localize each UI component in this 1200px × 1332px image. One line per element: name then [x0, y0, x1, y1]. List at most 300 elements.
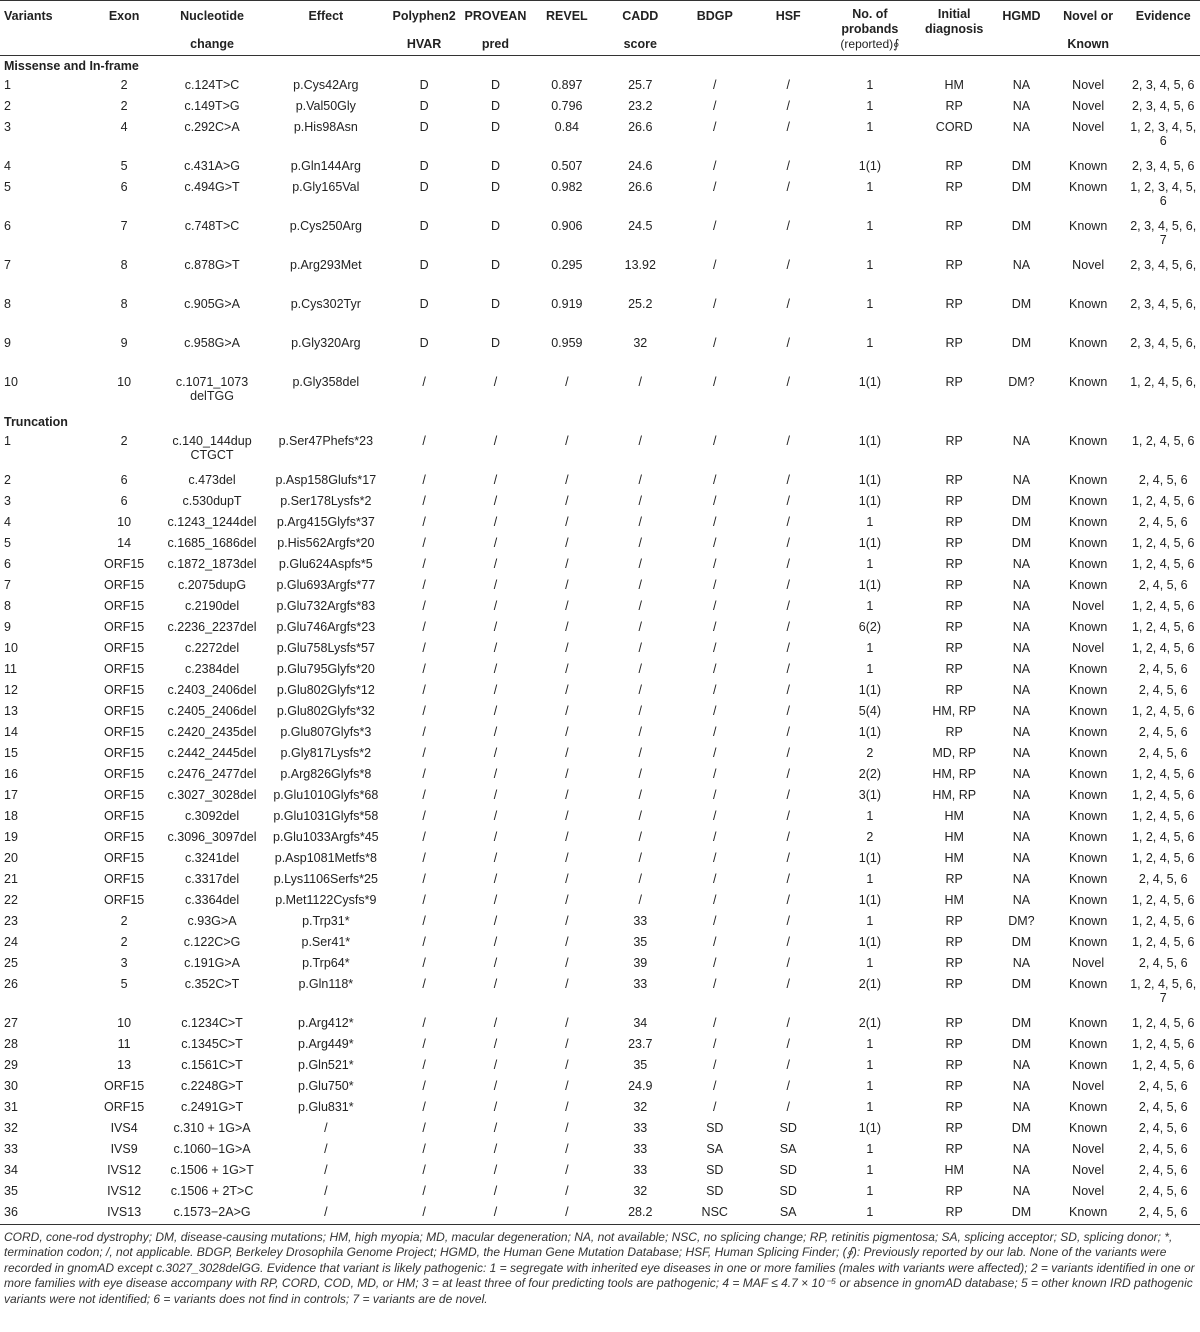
cell-evidence: 1, 2, 4, 5, 6: [1131, 1016, 1195, 1030]
cell-effect: p.Glu624Aspfs*5: [278, 557, 373, 571]
cell-hgmd: NA: [1012, 767, 1031, 781]
cell-polyphen2: /: [422, 725, 426, 739]
cell-provean: /: [493, 1163, 498, 1177]
cell-cadd: /: [638, 830, 643, 844]
cell-provean: /: [493, 809, 498, 823]
cell-polyphen2: /: [422, 935, 426, 949]
cell-cadd: 34: [633, 1016, 648, 1030]
cell-effect: p.Gly165Val: [292, 180, 360, 194]
cell-variant-number: 29: [4, 1058, 18, 1072]
cell-nucleotide-change: c.3027_3028del: [167, 788, 257, 802]
cell-novel-known: Known: [1069, 830, 1108, 844]
cell-bdgp: /: [713, 746, 717, 760]
cell-polyphen2: /: [422, 578, 426, 592]
cell-initial-diagnosis: MD, RP: [932, 746, 977, 760]
cell-polyphen2: /: [422, 375, 426, 389]
cell-revel: /: [565, 956, 569, 970]
cell-bdgp: /: [713, 1016, 717, 1030]
cell-evidence: 1, 2, 4, 5, 6: [1131, 641, 1195, 655]
cell-bdgp: /: [713, 767, 717, 781]
cell-bdgp: /: [713, 956, 717, 970]
cell-hsf: /: [786, 159, 790, 173]
cell-hsf: /: [786, 1037, 790, 1051]
cell-novel-known: Known: [1069, 180, 1108, 194]
cell-exon: ORF15: [103, 1100, 145, 1114]
cell-provean: D: [490, 159, 500, 173]
cell-effect: p.Glu831*: [298, 1100, 354, 1114]
cell-bdgp: /: [713, 557, 717, 571]
cell-effect: p.Glu807Glyfs*3: [280, 725, 372, 739]
cell-polyphen2: D: [419, 99, 429, 113]
cell-evidence: 2, 4, 5, 6: [1138, 1205, 1188, 1219]
cell-provean: /: [493, 977, 498, 991]
cell-variant-number: 21: [4, 872, 18, 886]
cell-bdgp: /: [713, 662, 717, 676]
cell-hsf: /: [786, 767, 790, 781]
cell-bdgp: /: [713, 872, 717, 886]
cell-novel-known: Known: [1069, 1058, 1108, 1072]
cell-hsf: /: [786, 599, 790, 613]
table-row: [0, 1161, 1200, 1182]
cell-hgmd: NA: [1012, 1079, 1031, 1093]
cell-revel: /: [565, 1100, 569, 1114]
cell-bdgp: /: [713, 683, 717, 697]
cell-evidence: 1, 2, 4, 5, 6, 7: [1130, 977, 1197, 1005]
cell-evidence: 2, 4, 5, 6: [1138, 578, 1188, 592]
cell-hgmd: DM: [1011, 1205, 1032, 1219]
cell-variant-number: 30: [4, 1079, 18, 1093]
cell-exon: ORF15: [103, 767, 145, 781]
cell-polyphen2: /: [422, 557, 426, 571]
cell-effect: p.Arg449*: [298, 1037, 354, 1051]
cell-effect: p.Glu802Glyfs*32: [276, 704, 375, 718]
cell-provean: /: [493, 746, 498, 760]
cell-provean: /: [493, 1037, 498, 1051]
cell-revel: /: [565, 620, 569, 634]
cell-cadd: /: [638, 599, 643, 613]
cell-novel-known: Known: [1069, 494, 1108, 508]
cell-cadd: /: [638, 375, 643, 389]
cell-effect: p.Glu1010Glyfs*68: [273, 788, 379, 802]
section-header: [0, 412, 1200, 432]
cell-nucleotide-change: c.2248G>T: [180, 1079, 244, 1093]
cell-cadd: /: [638, 725, 643, 739]
cell-effect: p.Glu746Argfs*23: [276, 620, 376, 634]
cell-bdgp: /: [713, 788, 717, 802]
cell-cadd: /: [638, 788, 643, 802]
cell-initial-diagnosis: RP: [945, 180, 963, 194]
cell-initial-diagnosis: HM: [944, 78, 964, 92]
cell-cadd: 32: [633, 1100, 648, 1114]
cell-probands: 1: [866, 1205, 874, 1219]
cell-probands: 1(1): [858, 683, 882, 697]
cell-bdgp: /: [713, 851, 717, 865]
cell-initial-diagnosis: RP: [945, 515, 963, 529]
cell-variant-number: 7: [4, 258, 11, 272]
cell-evidence: 1, 2, 4, 5, 6: [1131, 599, 1195, 613]
cell-probands: 1: [866, 872, 874, 886]
cell-nucleotide-change: c.878G>T: [184, 258, 240, 272]
table-row: [0, 975, 1200, 1014]
cell-exon: 11: [117, 1037, 131, 1051]
cell-bdgp: /: [713, 159, 717, 173]
col-effect: Effect: [308, 9, 344, 23]
cell-probands: 1: [866, 809, 874, 823]
cell-effect: /: [324, 1142, 328, 1156]
cell-polyphen2: /: [422, 851, 426, 865]
cell-novel-known: Novel: [1072, 599, 1105, 613]
cell-revel: /: [565, 725, 569, 739]
cell-evidence: 2, 3, 4, 5, 6: [1131, 159, 1195, 173]
cell-probands: 1: [866, 1142, 874, 1156]
cell-nucleotide-change: c.2405_2406del: [167, 704, 257, 718]
cell-variant-number: 10: [4, 375, 18, 389]
cell-probands: 2: [866, 830, 874, 844]
cell-cadd: /: [638, 704, 643, 718]
cell-evidence: 2, 4, 5, 6: [1138, 473, 1188, 487]
cell-hgmd: DM: [1011, 977, 1032, 991]
cell-provean: D: [490, 99, 500, 113]
cell-probands: 2(1): [858, 1016, 882, 1030]
cell-bdgp: /: [713, 830, 717, 844]
cell-revel: 0.919: [551, 297, 583, 311]
cell-hgmd: NA: [1012, 851, 1031, 865]
cell-hsf: /: [786, 1058, 790, 1072]
cell-probands: 1(1): [858, 375, 882, 389]
cell-variant-number: 4: [4, 159, 11, 173]
cell-hgmd: DM: [1011, 219, 1032, 233]
cell-revel: /: [565, 851, 569, 865]
cell-hgmd: NA: [1012, 1100, 1031, 1114]
cell-effect: /: [324, 1163, 328, 1177]
cell-exon: ORF15: [103, 809, 145, 823]
cell-novel-known: Novel: [1072, 1163, 1105, 1177]
cell-initial-diagnosis: HM: [944, 809, 964, 823]
cell-evidence: 2, 4, 5, 6: [1138, 956, 1188, 970]
cell-initial-diagnosis: HM, RP: [932, 704, 977, 718]
col-initial-diagnosis: Initial diagnosis: [925, 7, 984, 36]
cell-effect: p.Glu750*: [298, 1079, 354, 1093]
cell-exon: 10: [117, 375, 132, 389]
cell-cadd: 26.6: [628, 120, 653, 134]
cell-provean: /: [493, 578, 498, 592]
cell-revel: /: [565, 977, 569, 991]
cell-initial-diagnosis: RP: [945, 935, 963, 949]
cell-initial-diagnosis: RP: [945, 641, 963, 655]
cell-bdgp: /: [713, 180, 717, 194]
cell-novel-known: Known: [1069, 219, 1108, 233]
cell-exon: IVS12: [107, 1163, 142, 1177]
table-row: [0, 660, 1200, 681]
cell-probands: 1: [866, 662, 874, 676]
cell-cadd: /: [638, 578, 643, 592]
table-footnote: CORD, cone-rod dystrophy; DM, disease-causing mutations; HM, high myopia; MD, macular degeneration; NA, not available; NSC, no splicing change; RP, retinitis pigmentosa; SA, splicing acceptor; SD, splicing donor; *, termination codon; /, not applicable. BDGP, Berkeley Drosophila Genome Project; HGMD, the Human Gene Mutation Database; HSF, Human Splicing Finder; (∮): Previously reported by our lab. None of the variants were recorded in gnomAD except c.3027_3028delGG. Evidence that variant is likely pathogenic: 1 = segregate with inherited eye diseases in one or more families (males with variants were affected); 2 = variants identified in one or more families with eye disease accompany with RP, CORD, COD, MD, or HM; 3 = at least three of four predicting tools are pathogenic; 4 = MAF ≤ 4.7 × 10⁻⁵ or absence in gnomAD database; 5 = other known IRD pathogenic variants were not identified; 6 = variants does not find in controls; 7 = variants are de novel.: [4, 1229, 1195, 1306]
cell-hsf: /: [786, 788, 790, 802]
cell-evidence: 1, 2, 4, 5, 6: [1131, 893, 1195, 907]
cell-effect: p.Ser41*: [301, 935, 351, 949]
cell-hsf: /: [786, 1079, 790, 1093]
table-row: [0, 765, 1200, 786]
cell-hsf: /: [786, 536, 790, 550]
cell-variant-number: 11: [4, 662, 17, 676]
cell-evidence: 2, 4, 5, 6: [1138, 1079, 1188, 1093]
cell-polyphen2: /: [422, 662, 426, 676]
cell-bdgp: /: [713, 336, 717, 350]
cell-cadd: /: [638, 872, 643, 886]
cell-novel-known: Known: [1069, 683, 1108, 697]
cell-hgmd: NA: [1012, 725, 1031, 739]
cell-evidence: 2, 4, 5, 6: [1138, 1121, 1188, 1135]
cell-bdgp: /: [713, 1079, 717, 1093]
cell-hsf: /: [786, 219, 790, 233]
cell-hgmd: NA: [1012, 956, 1031, 970]
cell-nucleotide-change: c.1872_1873del: [167, 557, 257, 571]
cell-hsf: /: [786, 336, 790, 350]
cell-effect: p.Glu795Glyfs*20: [276, 662, 375, 676]
cell-polyphen2: /: [422, 830, 426, 844]
cell-provean: D: [490, 78, 500, 92]
cell-nucleotide-change: c.1234C>T: [181, 1016, 243, 1030]
cell-evidence: 1, 2, 4, 5, 6: [1131, 620, 1195, 634]
cell-exon: ORF15: [103, 788, 145, 802]
cell-revel: /: [565, 1079, 569, 1093]
col-hsf: HSF: [775, 9, 801, 23]
cell-novel-known: Known: [1069, 809, 1108, 823]
cell-novel-known: Known: [1069, 725, 1108, 739]
cell-cadd: 28.2: [628, 1205, 653, 1219]
cell-nucleotide-change: c.1071_1073 delTGG: [175, 375, 249, 403]
cell-initial-diagnosis: HM: [944, 1163, 964, 1177]
cell-hgmd: DM: [1011, 536, 1032, 550]
cell-probands: 1: [866, 914, 874, 928]
cell-revel: /: [565, 578, 569, 592]
cell-provean: /: [493, 599, 498, 613]
cell-hgmd: NA: [1012, 641, 1031, 655]
cell-novel-known: Known: [1069, 578, 1108, 592]
col-revel: REVEL: [546, 9, 588, 23]
cell-bdgp: /: [713, 99, 717, 113]
cell-novel-known: Known: [1069, 536, 1108, 550]
cell-hgmd: NA: [1012, 434, 1031, 448]
cell-probands: 1: [866, 956, 874, 970]
cell-initial-diagnosis: RP: [945, 536, 963, 550]
cell-variant-number: 19: [4, 830, 18, 844]
cell-hsf: /: [786, 641, 790, 655]
cell-effect: p.Gln521*: [298, 1058, 354, 1072]
cell-polyphen2: /: [422, 683, 426, 697]
table-row: [0, 702, 1200, 723]
table-row: [0, 513, 1200, 534]
cell-bdgp: /: [713, 78, 717, 92]
cell-hgmd: DM: [1011, 159, 1032, 173]
cell-provean: D: [490, 120, 500, 134]
cell-initial-diagnosis: RP: [945, 1205, 963, 1219]
cell-hgmd: DM: [1011, 1121, 1032, 1135]
col-provean: PROVEAN pred: [464, 9, 527, 51]
cell-evidence: 1, 2, 4, 5, 6: [1131, 935, 1195, 949]
cell-novel-known: Known: [1069, 375, 1108, 389]
cell-nucleotide-change: c.2272del: [184, 641, 240, 655]
cell-bdgp: /: [713, 120, 717, 134]
cell-exon: ORF15: [103, 746, 145, 760]
cell-probands: 1: [866, 515, 874, 529]
cell-provean: D: [490, 258, 500, 272]
cell-provean: /: [493, 704, 498, 718]
cell-cadd: /: [638, 683, 643, 697]
cell-hsf: /: [786, 662, 790, 676]
cell-hgmd: NA: [1012, 578, 1031, 592]
cell-initial-diagnosis: RP: [945, 872, 963, 886]
cell-hgmd: NA: [1012, 599, 1031, 613]
table-row: [0, 217, 1200, 256]
cell-revel: /: [565, 872, 569, 886]
cell-bdgp: /: [713, 809, 717, 823]
cell-nucleotide-change: c.2075dupG: [177, 578, 247, 592]
cell-initial-diagnosis: RP: [945, 1121, 963, 1135]
cell-effect: p.Val50Gly: [295, 99, 356, 113]
cell-probands: 1(1): [858, 578, 882, 592]
cell-hgmd: NA: [1012, 809, 1031, 823]
table-row: [0, 576, 1200, 597]
cell-initial-diagnosis: RP: [945, 1184, 963, 1198]
cell-novel-known: Known: [1069, 1121, 1108, 1135]
cell-exon: 2: [120, 434, 128, 448]
cell-probands: 1: [866, 1163, 874, 1177]
cell-hsf: /: [786, 851, 790, 865]
cell-variant-number: 5: [4, 180, 11, 194]
table-row: [0, 1098, 1200, 1119]
cell-evidence: 1, 2, 4, 5, 6: [1131, 914, 1195, 928]
cell-exon: ORF15: [103, 830, 145, 844]
cell-exon: 2: [120, 78, 128, 92]
cell-polyphen2: /: [422, 956, 426, 970]
cell-revel: /: [565, 893, 569, 907]
cell-variant-number: 3: [4, 120, 11, 134]
cell-cadd: 13.92: [624, 258, 656, 272]
cell-provean: D: [490, 180, 500, 194]
cell-exon: 10: [117, 1016, 132, 1030]
table-row: [0, 744, 1200, 765]
cell-initial-diagnosis: RP: [945, 599, 963, 613]
cell-initial-diagnosis: HM, RP: [932, 767, 977, 781]
cell-probands: 1(1): [858, 473, 882, 487]
cell-probands: 1: [866, 557, 874, 571]
cell-variant-number: 28: [4, 1037, 18, 1051]
cell-revel: /: [565, 1142, 569, 1156]
cell-cadd: /: [638, 536, 643, 550]
cell-exon: ORF15: [103, 620, 145, 634]
cell-effect: p.Trp31*: [302, 914, 350, 928]
cell-nucleotide-change: c.1685_1686del: [167, 536, 257, 550]
cell-bdgp: /: [713, 1100, 717, 1114]
cell-revel: /: [565, 1058, 569, 1072]
cell-bdgp: SD: [706, 1163, 724, 1177]
cell-evidence: 2, 4, 5, 6: [1138, 662, 1188, 676]
cell-revel: /: [565, 494, 569, 508]
cell-cadd: 23.2: [628, 99, 653, 113]
cell-polyphen2: /: [422, 1142, 426, 1156]
cell-effect: p.Ser47Phefs*23: [278, 434, 374, 448]
cell-variant-number: 9: [4, 336, 11, 350]
cell-variant-number: 1: [4, 78, 11, 92]
col-novel-known: Novel or Known: [1063, 9, 1114, 51]
cell-cadd: /: [638, 473, 643, 487]
cell-nucleotide-change: c.2384del: [184, 662, 240, 676]
cell-effect: p.Gln118*: [298, 977, 354, 991]
cell-exon: 2: [120, 99, 128, 113]
table-row: [0, 256, 1200, 295]
cell-hgmd: NA: [1012, 704, 1031, 718]
cell-exon: 7: [120, 219, 128, 233]
cell-bdgp: /: [713, 977, 717, 991]
cell-novel-known: Novel: [1072, 1079, 1105, 1093]
cell-provean: /: [493, 1121, 498, 1135]
cell-probands: 1: [866, 1184, 874, 1198]
cell-revel: 0.507: [551, 159, 583, 173]
cell-polyphen2: /: [422, 641, 426, 655]
table-row: [0, 1203, 1200, 1224]
cell-effect: p.Glu1031Glyfs*58: [273, 809, 379, 823]
cell-nucleotide-change: c.3096_3097del: [167, 830, 257, 844]
cell-probands: 2(1): [858, 977, 882, 991]
cell-initial-diagnosis: RP: [945, 1037, 963, 1051]
cell-effect: p.Gly320Arg: [291, 336, 361, 350]
cell-hsf: /: [786, 914, 790, 928]
cell-exon: 8: [120, 258, 128, 272]
cell-hgmd: NA: [1012, 99, 1031, 113]
cell-hsf: /: [786, 578, 790, 592]
cell-probands: 1(1): [858, 893, 882, 907]
cell-probands: 2: [866, 746, 874, 760]
cell-cadd: 33: [633, 1121, 648, 1135]
cell-polyphen2: /: [422, 746, 426, 760]
cell-bdgp: /: [713, 1058, 717, 1072]
cell-cadd: 39: [633, 956, 648, 970]
cell-nucleotide-change: c.1506 + 2T>C: [170, 1184, 254, 1198]
cell-polyphen2: D: [419, 159, 429, 173]
cell-variant-number: 23: [4, 914, 18, 928]
table-row: [0, 334, 1200, 373]
cell-effect: p.Gln144Arg: [290, 159, 361, 173]
cell-probands: 1: [866, 78, 874, 92]
cell-probands: 1: [866, 99, 874, 113]
cell-hgmd: DM?: [1008, 375, 1035, 389]
cell-polyphen2: D: [419, 219, 429, 233]
cell-provean: /: [493, 956, 498, 970]
cell-probands: 1: [866, 599, 874, 613]
cell-initial-diagnosis: RP: [945, 1058, 963, 1072]
cell-effect: p.Met1122Cysfs*9: [275, 893, 377, 907]
cell-hgmd: NA: [1012, 1163, 1031, 1177]
cell-initial-diagnosis: HM: [944, 851, 964, 865]
cell-initial-diagnosis: RP: [945, 258, 963, 272]
cell-exon: 2: [120, 914, 128, 928]
cell-initial-diagnosis: HM: [944, 893, 964, 907]
cell-provean: /: [493, 557, 498, 571]
cell-variant-number: 10: [4, 641, 18, 655]
cell-exon: ORF15: [103, 893, 145, 907]
cell-hsf: /: [786, 375, 790, 389]
cell-hgmd: NA: [1012, 830, 1031, 844]
cell-novel-known: Known: [1069, 473, 1108, 487]
cell-evidence: 2, 4, 5, 6: [1138, 872, 1188, 886]
cell-initial-diagnosis: RP: [945, 620, 963, 634]
cell-nucleotide-change: c.2420_2435del: [167, 725, 257, 739]
cell-evidence: 2, 4, 5, 6: [1138, 683, 1188, 697]
cell-variant-number: 5: [4, 536, 11, 550]
cell-bdgp: /: [713, 258, 717, 272]
cell-bdgp: /: [713, 434, 717, 448]
